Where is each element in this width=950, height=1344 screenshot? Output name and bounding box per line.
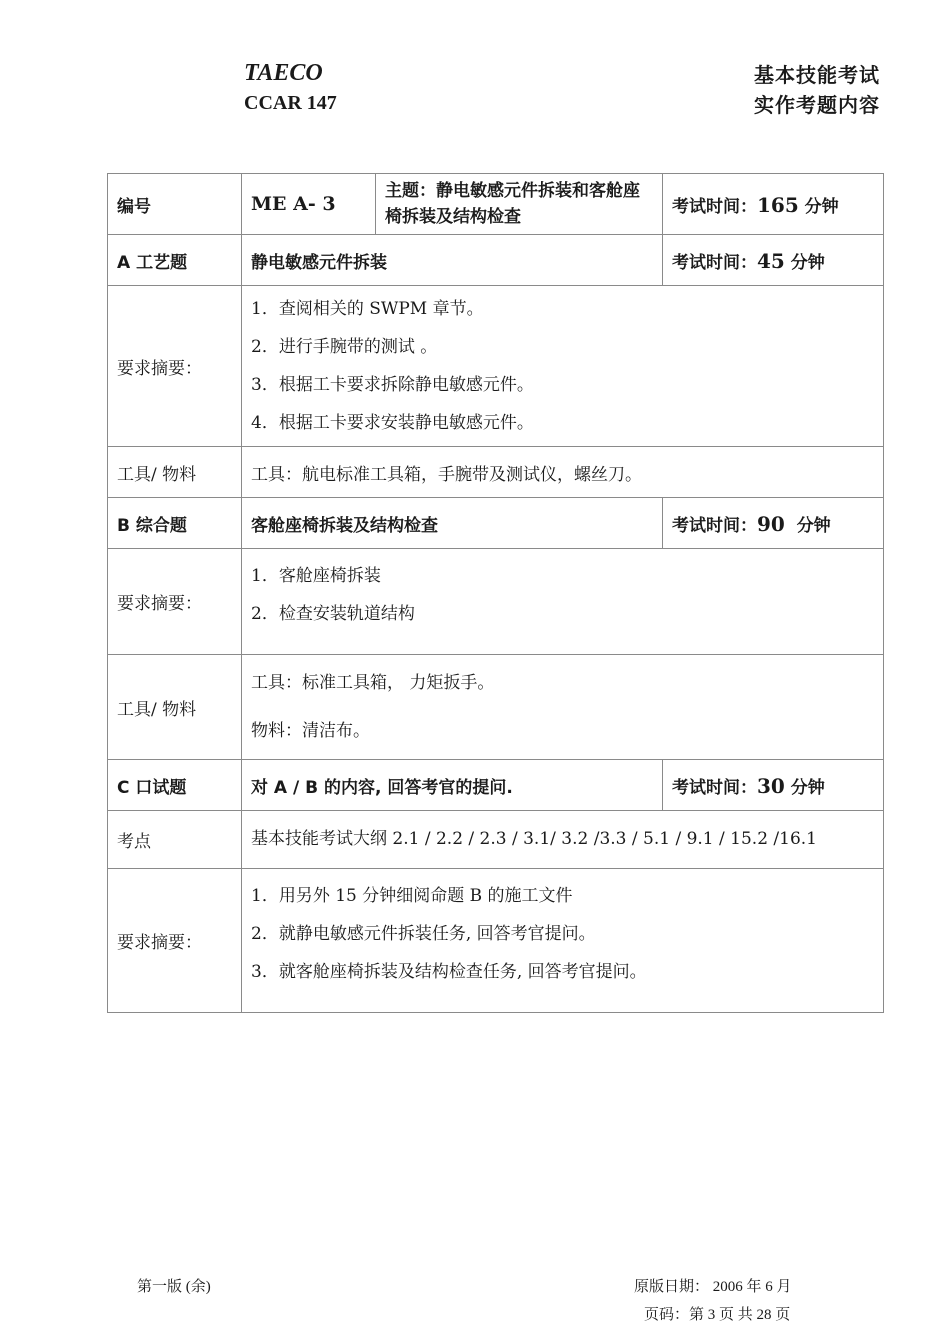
c-points-label: 考点 [108,811,242,869]
row-code [108,174,884,235]
footer-date: 原版日期： 2006 年 6 月 [634,1279,792,1295]
row-c-summary [108,869,884,1013]
footer-page-number: 页码：第 3 页 共 28 页 [644,1307,791,1323]
c-summary-label: 要求摘要： [108,869,242,1013]
exam-table [107,173,884,1013]
section-a-time: 考试时间：45 分钟 [663,235,884,286]
tools-line: 工具：标准工具箱， 力矩扳手。 [251,673,495,693]
row-a-tools [108,447,884,498]
subject-cell: 主题：静电敏感元件拆装和客舱座椅拆装及结构检查 [376,174,663,235]
section-c-title: 对 A / B 的内容, 回答考官的提问. [242,760,663,811]
row-b-tools [108,655,884,760]
a-tools-label: 工具/ 物料 [108,447,242,498]
list-item: 3．就客舱座椅拆装及结构检查任务, 回答考官提问。 [251,962,647,982]
code-label: 编号 [108,174,242,235]
header-left [244,58,337,118]
header-right [754,60,880,120]
materials-line: 物料：清洁布。 [251,721,370,741]
a-summary-label: 要求摘要： [108,286,242,447]
section-a-label: A 工艺题 [108,235,242,286]
list-item: 1．查阅相关的 SWPM 章节。 [251,299,484,319]
row-section-b [108,498,884,549]
list-item: 4．根据工卡要求安装静电敏感元件。 [251,413,534,433]
list-item: 1．用另外 15 分钟细阅命题 B 的施工文件 [251,886,573,906]
b-tools-text [242,655,884,760]
b-summary-list [242,549,884,655]
b-summary-label: 要求摘要： [108,549,242,655]
regulation-label: CCAR 147 [244,92,337,114]
row-section-c [108,760,884,811]
doc-title-line1: 基本技能考试 [754,63,880,87]
list-item: 3．根据工卡要求拆除静电敏感元件。 [251,375,534,395]
a-tools-text: 工具：航电标准工具箱，手腕带及测试仪，螺丝刀。 [242,447,884,498]
list-item: 2．检查安装轨道结构 [251,604,415,624]
row-section-a [108,235,884,286]
c-summary-list [242,869,884,1013]
section-a-title: 静电敏感元件拆装 [242,235,663,286]
c-points-text: 基本技能考试大纲 2.1 / 2.2 / 2.3 / 3.1/ 3.2 /3.3 / 5.1 / 9.1 / 15.2 /16.1 [242,811,884,869]
a-summary-list [242,286,884,447]
row-b-summary [108,549,884,655]
list-item: 2．就静电敏感元件拆装任务, 回答考官提问。 [251,924,596,944]
row-a-summary [108,286,884,447]
list-item: 1．客舱座椅拆装 [251,566,381,586]
section-b-title: 客舱座椅拆装及结构检查 [242,498,663,549]
doc-title-line2: 实作考题内容 [754,93,880,117]
section-c-label: C 口试题 [108,760,242,811]
org-name: TAECO [244,60,323,86]
section-c-time: 考试时间：30 分钟 [663,760,884,811]
b-tools-label: 工具/ 物料 [108,655,242,760]
section-b-time: 考试时间：90 分钟 [663,498,884,549]
list-item: 2．进行手腕带的测试 。 [251,337,438,357]
footer-edition: 第一版 (余) [137,1279,211,1295]
row-c-points [108,811,884,869]
total-time: 考试时间：165 分钟 [663,174,884,235]
section-b-label: B 综合题 [108,498,242,549]
code-value: ME A- 3 [242,174,376,235]
